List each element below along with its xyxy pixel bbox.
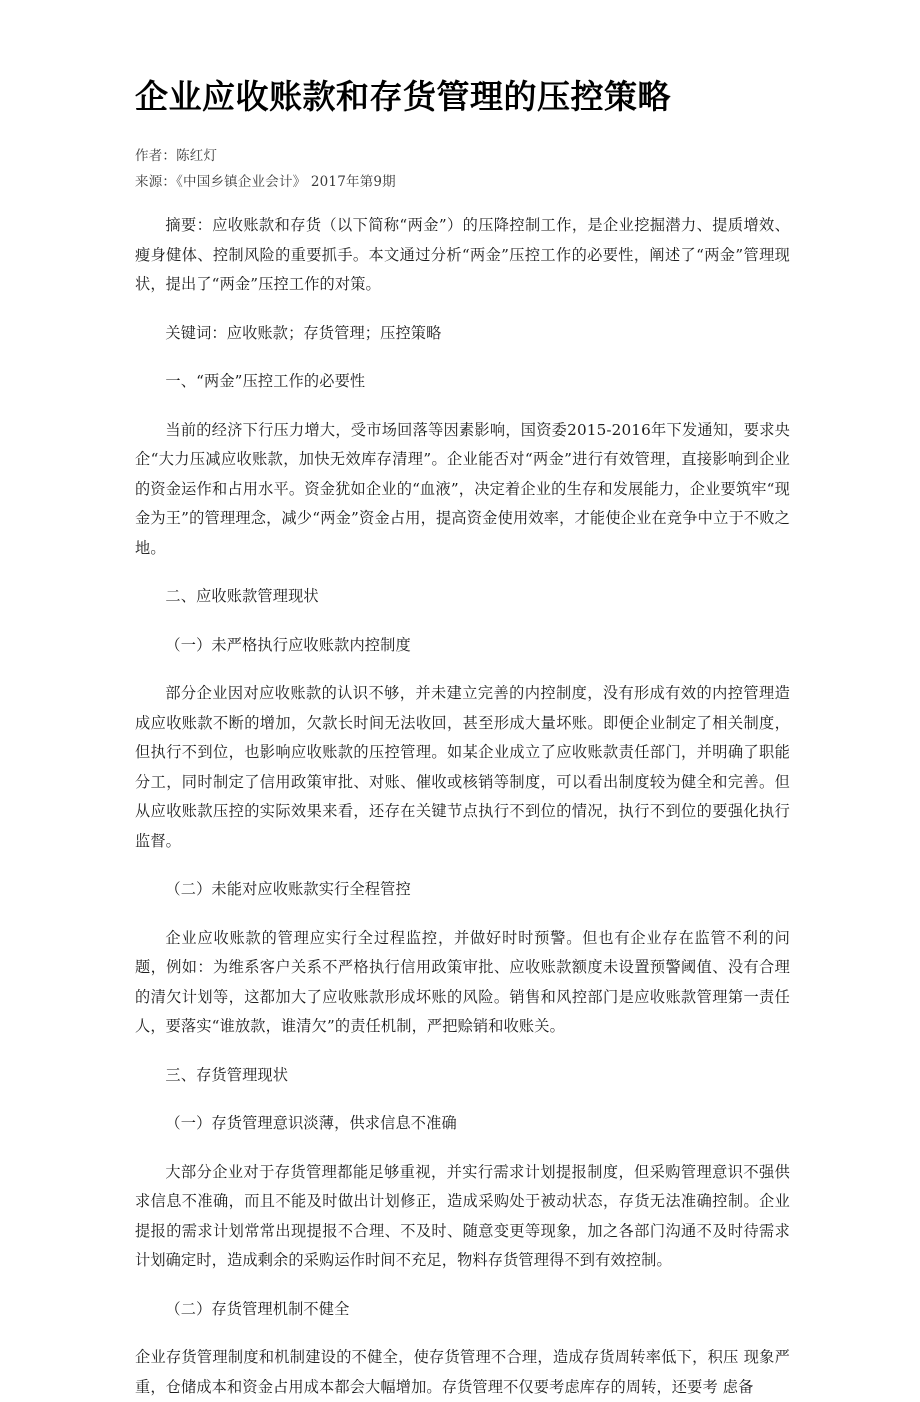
subsection-heading-three-two: （二）存货管理机制不健全 bbox=[165, 1299, 350, 1318]
subsection-two-two-paragraph: 企业应收账款的管理应实行全过程监控，并做好时时预警。但也有企业存在监管不利的问题，例如：为维系客户关系不严格执行信用政策审批、应收账款额度未设置预警阈值、没有合理的清欠计划等，这都加大了应收账款形成坏账的风险。销售和风控部门是应收账款管理第一责任人，要落实“谁放款，谁清欠”的责任机制，严把赊销和收账关。 bbox=[135, 928, 790, 1036]
abstract-paragraph: 摘要：应收账款和存货（以下简称“两金”）的压降控制工作，是企业挖掘潜力、提质增效、瘦身健体、控制风险的重要抓手。本文通过分析“两金”压控工作的必要性，阐述了“两金”管理现状，提出了“两金”压控工作的对策。 bbox=[135, 216, 790, 294]
section-heading-two: 二、应收账款管理现状 bbox=[165, 587, 319, 606]
subsection-three-one-paragraph: 大部分企业对于存货管理都能足够重视，并实行需求计划提报制度，但采购管理意识不强供求信息不准确，而且不能及时做出计划修正，造成采购处于被动状态，存货无法准确控制。企业提报的需求计划常常出现提报不合理、不及时、随意变更等现象，加之各部门沟通不及时待需求计划确定时，造成剩余的采购运作时间不充足，物料存货管理得不到有效控制。 bbox=[135, 1162, 790, 1270]
subsection-heading-three-one: （一）存货管理意识淡薄，供求信息不准确 bbox=[165, 1114, 457, 1133]
article-body bbox=[135, 211, 790, 1402]
subsection-heading-two-one: （一）未严格执行应收账款内控制度 bbox=[165, 635, 411, 654]
section-heading-one: 一、“两金”压控工作的必要性 bbox=[165, 372, 366, 391]
article-metadata bbox=[135, 143, 790, 195]
subsection-heading-two-two: （二）未能对应收账款实行全程管控 bbox=[165, 880, 411, 899]
page-title: 企业应收账款和存货管理的压控策略 bbox=[135, 77, 671, 116]
source-line: 来源：《中国乡镇企业会计》 2017年第9期 bbox=[135, 174, 396, 191]
author-line: 作者：陈红灯 bbox=[135, 148, 218, 165]
section-one-paragraph: 当前的经济下行压力增大，受市场回落等因素影响，国资委2015-2016年下发通知，要求央企“大力压减应收账款，加快无效库存清理”。企业能否对“两金”进行有效管理，直接影响到企业的资金运作和占用水平。资金犹如企业的“血液”，决定着企业的生存和发展能力，企业要筑牢“现金为王”的管理理念，减少“两金”资金占用，提高资金使用效率，才能使企业在竞争中立于不败之地。 bbox=[135, 420, 790, 557]
keywords-paragraph: 关键词：应收账款；存货管理；压控策略 bbox=[165, 323, 442, 342]
subsection-two-one-paragraph: 部分企业因对应收账款的认识不够，并未建立完善的内控制度，没有形成有效的内控管理造成应收账款不断的增加，欠款长时间无法收回，甚至形成大量坏账。即便企业制定了相关制度，但执行不到位，也影响应收账款的压控管理。如某企业成立了应收账款责任部门，并明确了职能分工，同时制定了信用政策审批、对账、催收或核销等制度，可以看出制度较为健全和完善。但从应收账款压控的实际效果来看，还存在关键节点执行不到位的情况，执行不到位的要强化执行监督。 bbox=[135, 684, 790, 850]
subsection-three-two-paragraph: 企业存货管理制度和机制建设的不健全，使存货管理不合理，造成存货周转率低下，积压 现象严重，仓储成本和资金占用成本都会大幅增加。存货管理不仅要考虑库存的周转，还要考 虑备 bbox=[135, 1348, 790, 1396]
section-heading-three: 三、存货管理现状 bbox=[165, 1065, 289, 1084]
